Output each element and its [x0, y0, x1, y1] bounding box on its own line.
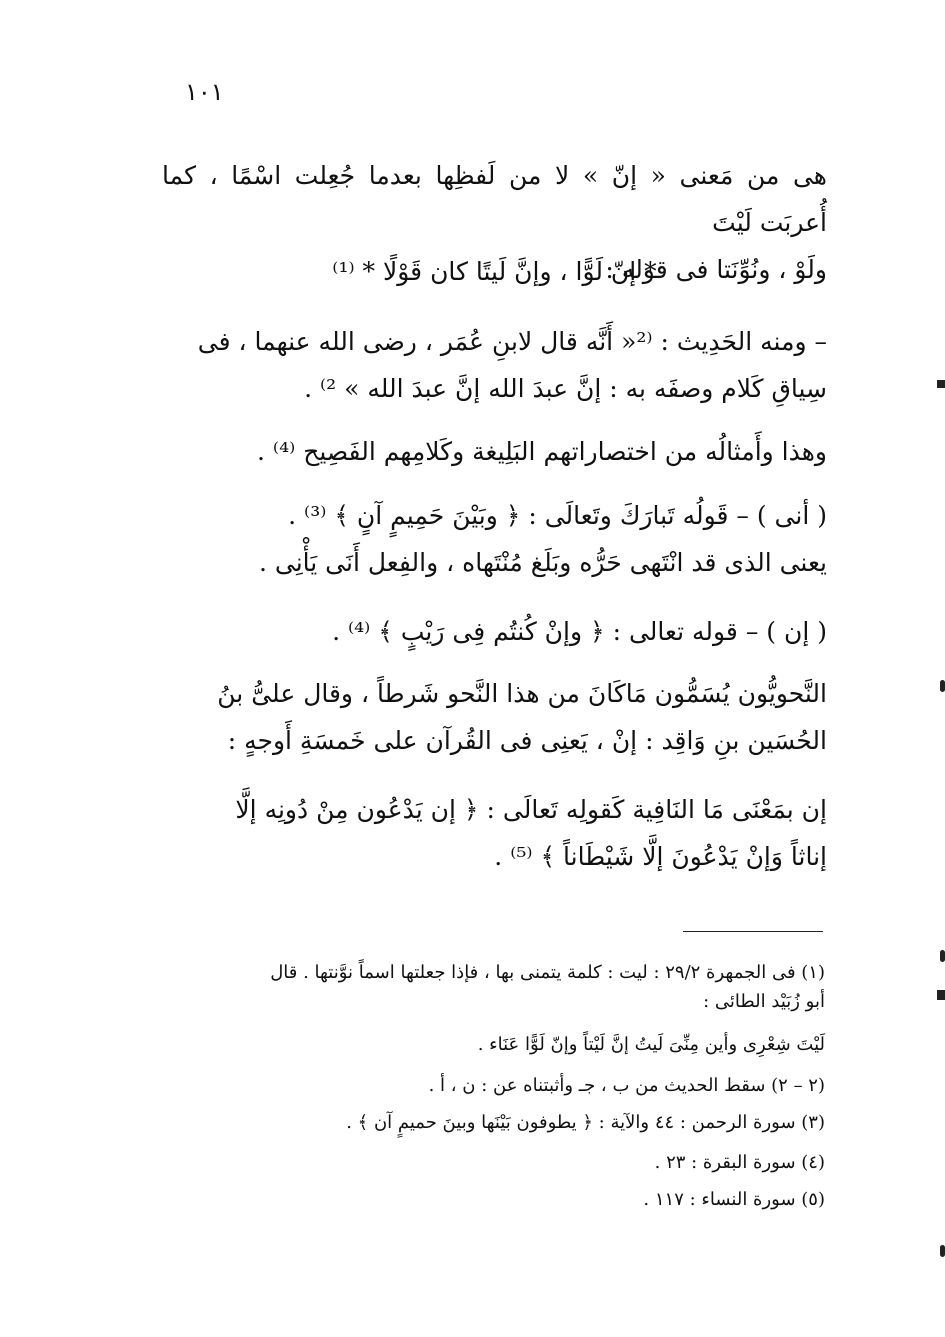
text-line: – ومنه الحَدِيث : ⁽²« أَنَّه قال لابنِ عُمَر ، رضى الله عنهما ، فى — [197, 327, 827, 356]
text-line: النَّحويُّون يُسَمُّون مَاكَانَ من هذا النَّحو شَرطاً ، وقال علىُّ بنُ — [217, 679, 827, 708]
footnote-separator — [683, 931, 823, 932]
text-line: سِياقِ كَلام وصفَه به : إنَّ عبدَ الله إنَّ عبدَ الله » ²⁾ . — [304, 374, 827, 403]
paragraph-hadith — [162, 318, 827, 412]
paragraph-grammarians — [162, 670, 827, 764]
text-line: الحُسَين بنِ وَاقِد : إنْ ، يَعنِى فى القُرآن على خَمسَةِ أَوجهٍ : — [227, 726, 827, 755]
scan-edge-mark — [940, 950, 945, 962]
scan-edge-mark — [940, 680, 945, 692]
entry-ana — [187, 492, 827, 586]
paragraph-negation — [162, 786, 827, 880]
footnote-3 — [185, 1108, 825, 1137]
text-line: ولَوْ ، ونُوِّنَتا فى قوله : — [605, 255, 827, 284]
text-line: وهذا وأَمثالُه من اختصاراتهم البَلِيغة وكَلامِهم الفَصِيح ⁽⁴⁾ . — [257, 437, 827, 466]
poetry-verse — [162, 248, 827, 295]
paragraph-remark — [187, 428, 827, 475]
text-line: * إنّ لَوًّا ، وإنَّ لَيتًا كان قَوْلًا * ⁽¹⁾ — [332, 257, 657, 286]
footnote-line: (٤) سورة البقرة : ٢٣ . — [654, 1152, 825, 1173]
footnote-line: لَيْتَ شِعْرِى وأين مِنِّىَ لَيتُ إنَّ لَيْتاً وإنّ لَوًّا عَنَاء . — [477, 1034, 825, 1055]
text-line: ( أنى ) – قَولُه تَبارَكَ وتَعالَى : ﴿ وبَيْنَ حَمِيمٍ آنٍ ﴾ ⁽³⁾ . — [288, 501, 827, 530]
footnote-2 — [185, 1071, 825, 1100]
footnote-poem — [225, 1030, 825, 1059]
footnote-line: (٥) سورة النساء : ١١٧ . — [643, 1189, 825, 1210]
page-number: ١٠١ — [185, 78, 224, 106]
footnote-line: (٢ – ٢) سقط الحديث من ب ، جـ وأثبتناه عن : ن ، أ . — [428, 1075, 825, 1096]
entry-in — [187, 608, 827, 655]
footnote-5 — [185, 1185, 825, 1214]
scan-edge-mark — [940, 1245, 945, 1257]
footnote-line: (٣) سورة الرحمن : ٤٤ والآية : ﴿ يطوفون بَيْنَها وبينَ حميمٍ آن ﴾ . — [346, 1112, 825, 1133]
text-line: هى من مَعنى « إنّ » لا من لَفظِها بعدما جُعِلت اسْمًا ، كما أُعربَت لَيْتَ — [162, 161, 827, 237]
scan-edge-mark — [937, 380, 945, 388]
footnote-1 — [160, 958, 825, 1016]
text-line: إناثاً وَإنْ يَدْعُونَ إلَّا شَيْطَاناً ﴾ ⁽⁵⁾ . — [494, 842, 827, 871]
text-line: ( إن ) – قوله تعالى : ﴿ وإنْ كُنتُم فِى رَيْبٍ ﴾ ⁽⁴⁾ . — [332, 617, 827, 646]
text-line: إن بمَعْنَى مَا النَافِية كَقولِه تَعالَى : ﴿ إن يَدْعُون مِنْ دُونِه إلَّا — [235, 795, 827, 824]
text-line: يعنى الذى قد انْتَهى حَرُّه وبَلَغ مُنْتَهاه ، والفِعل أَنَى يَأْنِى . — [258, 548, 827, 577]
footnote-4 — [185, 1148, 825, 1177]
footnote-line: أبو زُبَيْد الطائى : — [703, 991, 825, 1012]
footnote-line: (١) فى الجمهرة ٢٩/٢ : ليت : كلمة يتمنى بها ، فإذا جعلتها اسماً نوَّنتها . قال — [270, 962, 825, 983]
scan-edge-mark — [937, 990, 945, 1000]
